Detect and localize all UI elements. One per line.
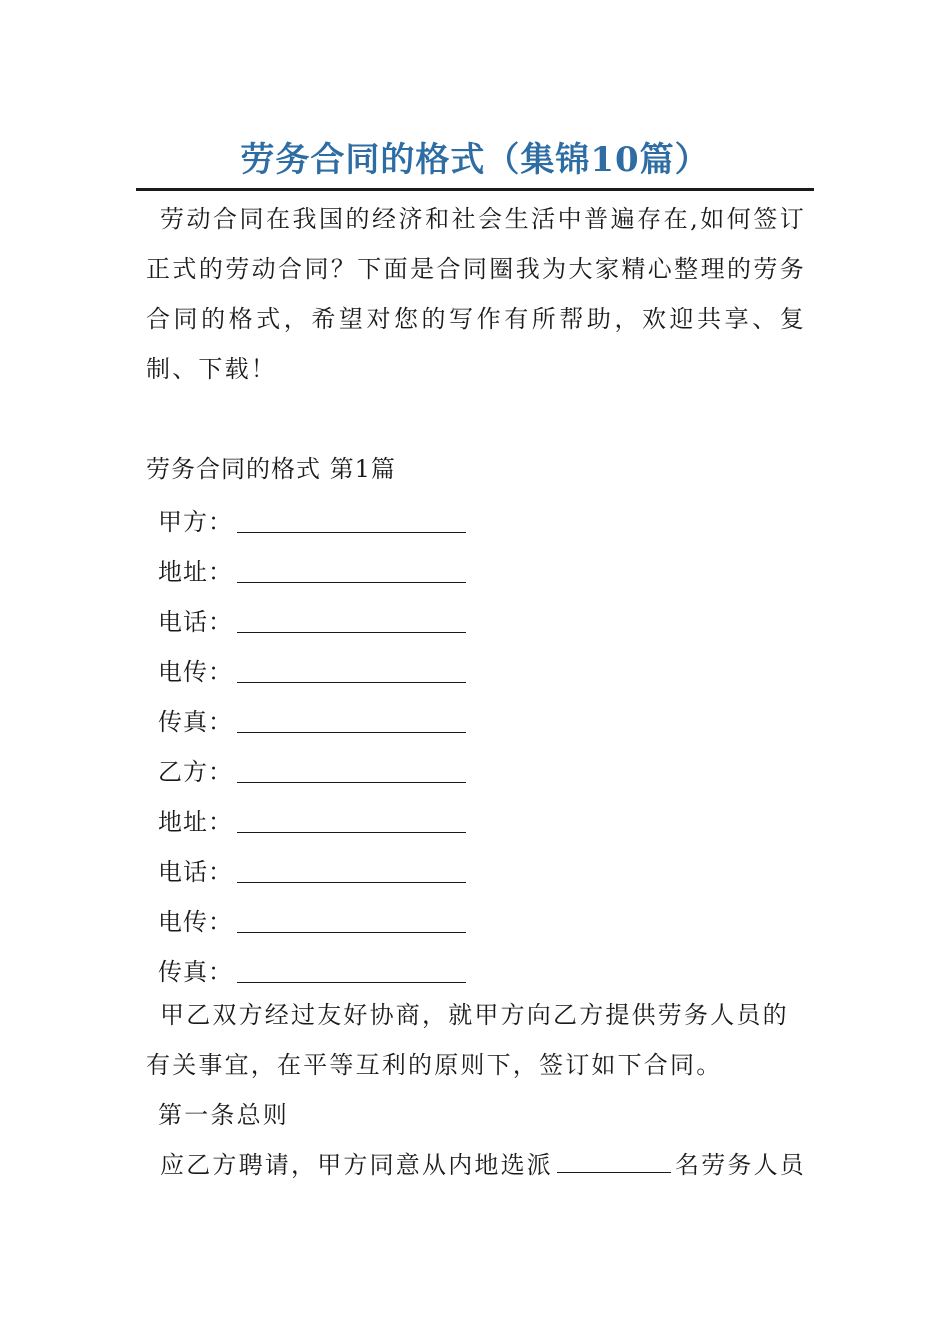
field-row xyxy=(158,944,466,994)
agreement-paragraph: 甲乙双方经过友好协商，就甲方向乙方提供劳务人员的有关事宜，在平等互利的原则下，签订如下合同。 xyxy=(146,1001,789,1079)
field-blank xyxy=(237,856,466,883)
inline-blank xyxy=(557,1146,671,1173)
field-label: 传真： xyxy=(158,707,233,736)
field-blank xyxy=(237,806,466,833)
field-blank xyxy=(237,756,466,783)
field-blank xyxy=(237,556,466,583)
field-label: 地址： xyxy=(158,557,233,586)
field-row xyxy=(158,594,466,644)
article-heading: 第一条总则 xyxy=(158,1101,289,1129)
field-label: 甲方： xyxy=(158,507,233,536)
field-blank xyxy=(237,606,466,633)
field-row xyxy=(158,494,466,544)
field-label: 电传： xyxy=(158,657,233,686)
field-label: 电话： xyxy=(158,607,233,636)
intro-paragraph: 劳动合同在我国的经济和社会生活中普遍存在,如何签订正式的劳动合同？下面是合同圈我为大家精心整理的劳务合同的格式，希望对您的写作有所帮助，欢迎共享、复制、下载！ xyxy=(146,205,806,383)
field-row xyxy=(158,544,466,594)
document-title: 劳务合同的格式（集锦10篇） xyxy=(240,140,710,180)
field-blank xyxy=(237,506,466,533)
field-label: 地址： xyxy=(158,807,233,836)
section-title: 劳务合同的格式 第1篇 xyxy=(146,455,396,483)
party-fields xyxy=(158,494,466,994)
field-blank xyxy=(237,706,466,733)
article-text-before: 应乙方聘请，甲方同意从内地选派 xyxy=(160,1151,553,1179)
field-row xyxy=(158,894,466,944)
article-text-after: 名劳务人员 xyxy=(675,1151,806,1179)
field-row xyxy=(158,744,466,794)
field-blank xyxy=(237,956,466,983)
field-label: 电传： xyxy=(158,907,233,936)
field-row xyxy=(158,794,466,844)
field-label: 乙方： xyxy=(158,757,233,786)
title-divider xyxy=(136,188,814,191)
field-label: 电话： xyxy=(158,857,233,886)
field-row xyxy=(158,844,466,894)
field-blank xyxy=(237,656,466,683)
field-row xyxy=(158,644,466,694)
article-paragraph xyxy=(146,1140,806,1190)
field-blank xyxy=(237,906,466,933)
field-row xyxy=(158,694,466,744)
field-label: 传真： xyxy=(158,957,233,986)
